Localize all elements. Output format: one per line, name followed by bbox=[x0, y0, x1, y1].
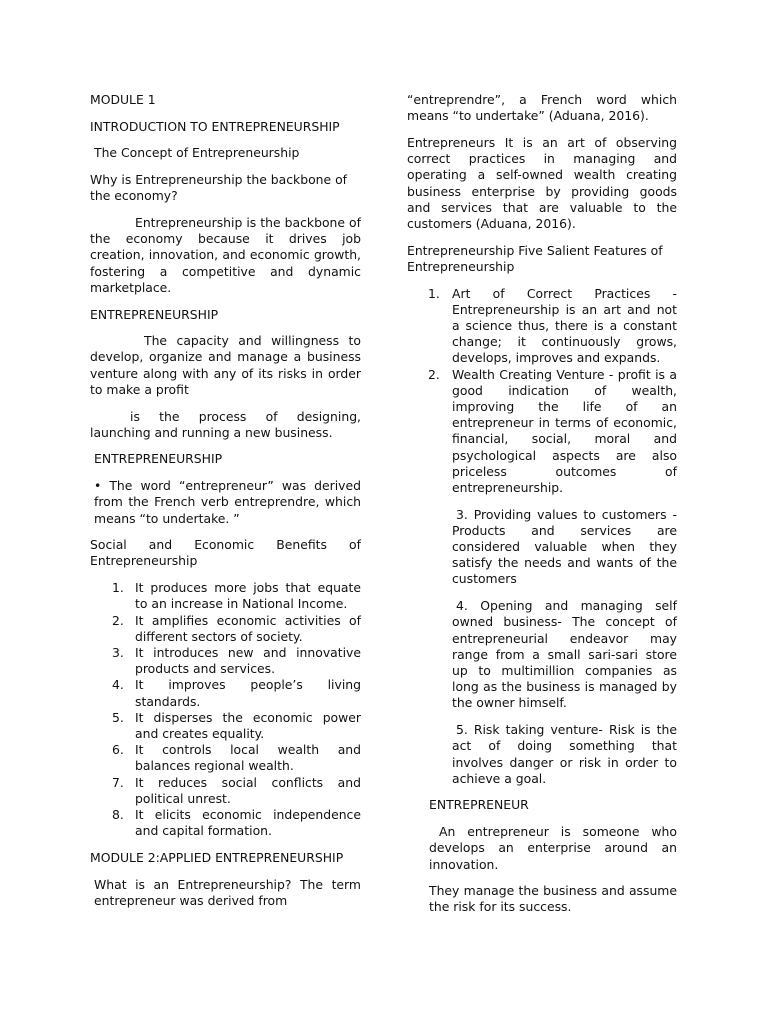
entrepreneurship-heading-1: ENTREPRENEURSHIP bbox=[90, 306, 219, 322]
features-list bbox=[407, 286, 677, 497]
feature-3: 3. Providing values to customers - Products and services are considered valuable when they satisfy the needs and wants of the customers bbox=[452, 506, 677, 587]
left-column bbox=[90, 92, 361, 920]
list-item: 6. It controls local wealth and balances regional wealth. bbox=[112, 742, 361, 774]
list-item: 2. It amplifies economic activities of different sectors of society. bbox=[112, 612, 361, 644]
list-item: 4. It improves people’s living standards. bbox=[112, 677, 361, 709]
right-column bbox=[407, 92, 677, 926]
list-item: 8. It elicits economic independence and capital formation. bbox=[112, 807, 361, 839]
module2-heading: MODULE 2:APPLIED ENTREPRENEURSHIP bbox=[90, 849, 344, 865]
module1-label: MODULE 1 bbox=[90, 92, 156, 107]
entrepreneur-heading: ENTREPRENEUR bbox=[429, 797, 529, 813]
entrepreneurship-heading-2: ENTREPRENEURSHIP bbox=[94, 451, 223, 467]
intro-heading: INTRODUCTION TO ENTREPRENEURSHIP bbox=[90, 118, 340, 134]
list-item: 5. It disperses the economic power and creates equality. bbox=[112, 709, 361, 741]
capacity-paragraph: The capacity and willingness to develop, organize and manage a business venture along with any of its risks in order to make a profit bbox=[90, 333, 361, 397]
why-question: Why is Entrepreneurship the backbone of the economy? bbox=[90, 172, 348, 204]
list-item: 7. It reduces social conflicts and political unrest. bbox=[112, 774, 361, 806]
what-is-paragraph: What is an Entrepreneurship? The term entrepreneur was derived from bbox=[94, 876, 361, 908]
list-item: 1. It produces more jobs that equate to an increase in National Income. bbox=[112, 580, 361, 612]
word-origin-paragraph: • The word “entrepreneur” was derived from the French verb entreprendre, which means “to undertake. ” bbox=[94, 478, 361, 526]
feature-4: 4. Opening and managing self owned business- The concept of entrepreneurial endeavor may range from a small sari-sari store up to multimillion companies as long as the business is managed by the owner himself. bbox=[452, 598, 677, 711]
continuation-paragraph: “entreprendre”, a French word which means “to undertake” (Aduana, 2016). bbox=[407, 92, 677, 124]
list-item: 1. Art of Correct Practices - Entrepreneurship is an art and not a science thus, there is a constant change; it continuously grows, develops, improves and expands. bbox=[428, 285, 677, 366]
entrepreneur-definition: An entrepreneur is someone who develops an enterprise around an innovation. bbox=[429, 824, 677, 872]
why-answer: Entrepreneurship is the backbone of the economy because it drives job creation, innovation, and economic growth, fostering a competitive and dynamic marketplace. bbox=[90, 215, 361, 295]
benefits-list bbox=[90, 580, 361, 839]
list-item: 3. It introduces new and innovative products and services. bbox=[112, 644, 361, 677]
concept-heading: The Concept of Entrepreneurship bbox=[94, 145, 300, 161]
art-paragraph: Entrepreneurs It is an art of observing correct practices in managing and operating a self-owned wealth creating business enterprise by providing goods and services that are valuable to the customers (Aduana, 2016). bbox=[407, 134, 677, 231]
process-paragraph: is the process of designing, launching and running a new business. bbox=[90, 408, 361, 440]
benefits-heading: Social and Economic Benefits of Entrepreneurship bbox=[90, 537, 361, 569]
manage-paragraph: They manage the business and assume the risk for its success. bbox=[429, 883, 677, 915]
feature-5: 5. Risk taking venture- Risk is the act of doing something that involves danger or risk in order to achieve a goal. bbox=[452, 722, 677, 786]
features-heading: Entrepreneurship Five Salient Features of Entrepreneurship bbox=[407, 242, 663, 274]
list-item: 2. Wealth Creating Venture - profit is a good indication of wealth, improving the life of an entrepreneur in terms of economic, financial, social, moral and psychological aspects are also priceless outcomes of entrepreneurship. bbox=[428, 366, 677, 495]
